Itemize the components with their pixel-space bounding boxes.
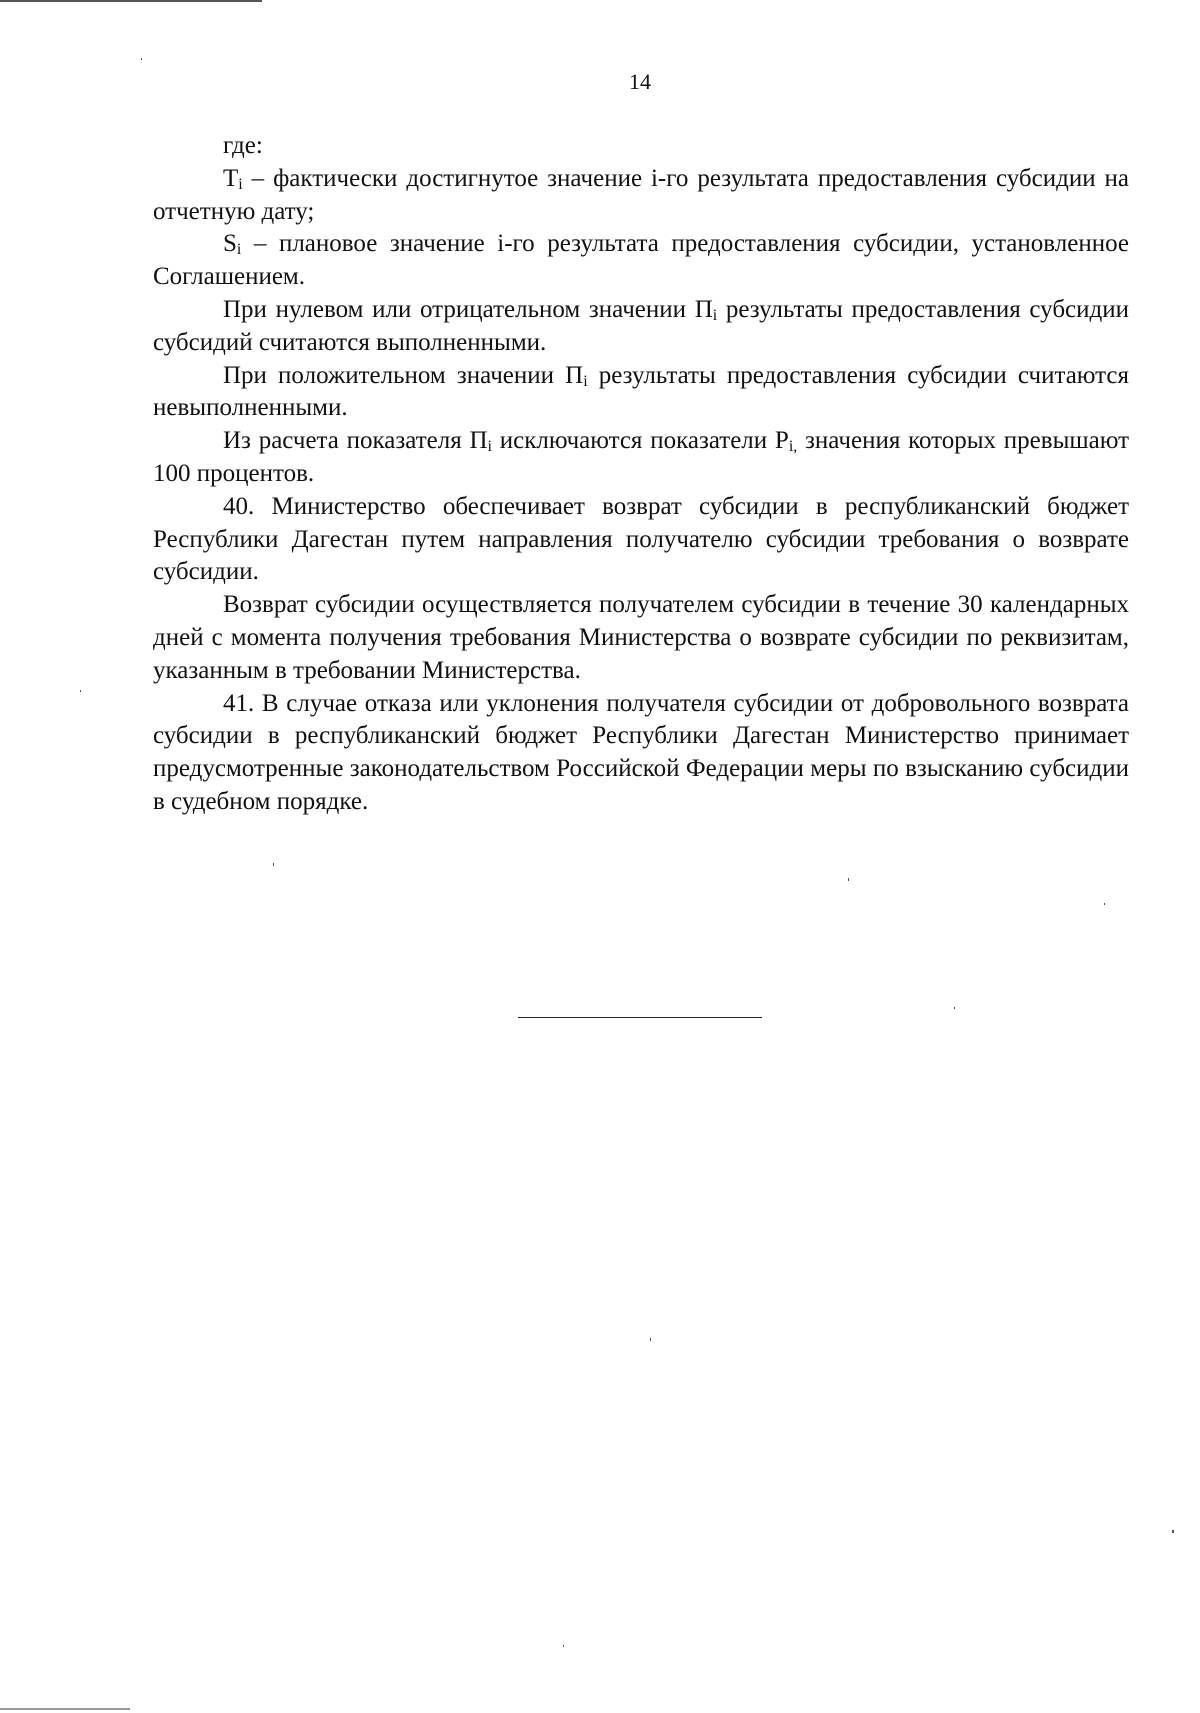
page-number: 14 — [629, 69, 651, 94]
paragraph-text: 40. Министерство обеспечивает возврат субсидии в республиканский бюджет Республики Дагестан путем направления получателю субсидии требования о возврате субсидии. — [153, 492, 1129, 586]
paragraph-text: – плановое значение i-го результата предоставления субсидии, установленное Соглашением. — [153, 230, 1129, 291]
scan-speck — [563, 1645, 564, 1647]
subscript-i: i — [583, 372, 588, 390]
subscript-i: i — [238, 175, 243, 193]
paragraph-item-40 — [153, 491, 1129, 589]
subscript-i: i — [712, 306, 718, 324]
scan-edge-mark-bottom — [0, 1708, 130, 1710]
scan-speck — [141, 58, 142, 60]
paragraph-text: значения которых превышают 100 процентов. — [153, 427, 1129, 487]
scan-speck — [273, 863, 274, 866]
paragraph-text: где: — [223, 132, 263, 159]
scan-speck — [954, 1007, 955, 1009]
scan-speck — [1104, 903, 1105, 905]
paragraph-t-definition — [153, 163, 1129, 229]
paragraph-s-definition — [153, 228, 1129, 294]
symbol-t: T — [223, 164, 239, 192]
paragraph-text: результаты предоставления субсидии считаются невыполненными. — [153, 361, 1129, 422]
end-divider-line — [518, 1017, 762, 1018]
paragraph-text: Возврат субсидии осуществляется получателем субсидии в течение 30 календарных дней с момента получения требования Министерства о возврате субсидии по реквизитам, указанным в требовании Министерства. — [153, 591, 1129, 684]
paragraph-positive — [153, 360, 1129, 426]
symbol-s: S — [223, 230, 237, 258]
paragraph-text: При нулевом или отрицательном значении П — [223, 295, 713, 323]
scan-speck — [1172, 1530, 1174, 1533]
paragraph-text: При положительном значении П — [223, 361, 584, 389]
paragraph-text: – фактически достигнутое значение i-го результата предоставления субсидии на отчетную дату; — [153, 164, 1129, 225]
scan-speck — [80, 690, 81, 692]
scan-speck — [848, 878, 849, 881]
paragraph-return-term — [153, 589, 1129, 687]
paragraph-text: результаты предоставления субсидии субсидий считаются выполненными. — [153, 295, 1129, 356]
paragraph-item-41 — [153, 688, 1129, 819]
subscript-i: i — [487, 438, 492, 456]
paragraph-zero-negative — [153, 294, 1129, 360]
paragraph-exclusion — [153, 425, 1129, 491]
subscript-i: i, — [788, 438, 798, 456]
subscript-i: i — [236, 241, 242, 259]
scan-speck — [650, 1338, 651, 1341]
scan-edge-mark-top — [0, 0, 262, 2]
paragraph-text: исключаются показатели P — [492, 427, 789, 455]
paragraph-text: Из расчета показателя П — [223, 427, 488, 455]
document-body — [153, 130, 1129, 819]
paragraph-text: 41. В случае отказа или уклонения получателя субсидии от добровольного возврата субсидии в республиканский бюджет Республики Дагестан Министерство принимает предусмотренные законодательством Российской Федерации меры по взысканию субсидии в судебном порядке. — [153, 689, 1129, 815]
paragraph-where — [153, 130, 1129, 163]
